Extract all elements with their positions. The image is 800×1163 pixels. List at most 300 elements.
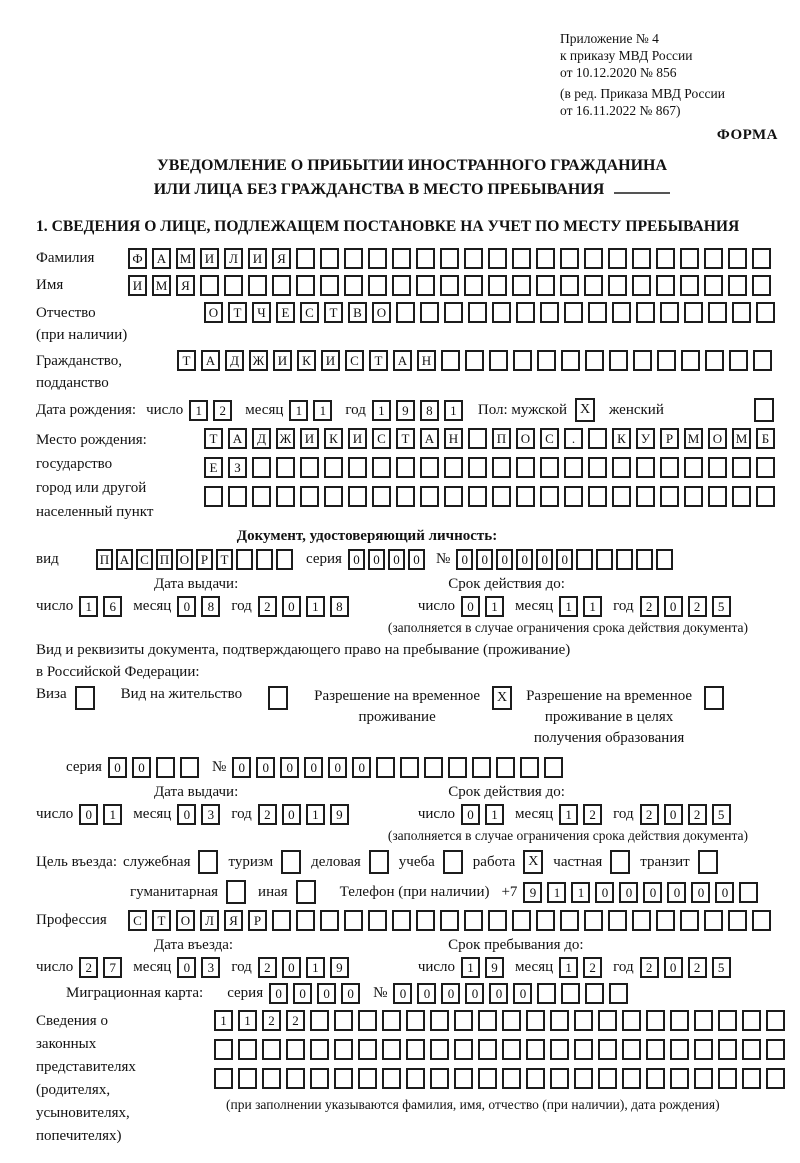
char-cell[interactable] <box>256 549 273 570</box>
char-cell[interactable]: 6 <box>103 596 122 617</box>
purpose-official-checkbox[interactable] <box>198 850 218 874</box>
char-cell[interactable] <box>492 302 511 323</box>
char-cell[interactable] <box>728 275 747 296</box>
char-cell[interactable] <box>488 275 507 296</box>
sex-male-checkbox[interactable]: X <box>575 398 595 422</box>
char-cell[interactable] <box>584 248 603 269</box>
char-cell[interactable] <box>492 486 511 507</box>
char-cell[interactable]: 0 <box>691 882 710 903</box>
char-cell[interactable]: 0 <box>282 596 301 617</box>
char-cell[interactable] <box>536 910 555 931</box>
char-cell[interactable]: 0 <box>664 596 683 617</box>
char-cell[interactable] <box>540 302 559 323</box>
char-cell[interactable]: 0 <box>177 804 196 825</box>
char-cell[interactable] <box>454 1010 473 1031</box>
char-cell[interactable] <box>300 457 319 478</box>
char-cell[interactable]: Д <box>252 428 271 449</box>
char-cell[interactable]: 2 <box>640 804 659 825</box>
char-cell[interactable]: 0 <box>476 549 493 570</box>
char-cell[interactable] <box>564 457 583 478</box>
char-cell[interactable] <box>622 1039 641 1060</box>
char-cell[interactable]: 1 <box>289 400 308 421</box>
char-cell[interactable] <box>636 457 655 478</box>
char-cell[interactable]: 8 <box>420 400 439 421</box>
char-cell[interactable] <box>704 275 723 296</box>
char-cell[interactable] <box>358 1039 377 1060</box>
char-cell[interactable] <box>368 275 387 296</box>
char-cell[interactable] <box>416 910 435 931</box>
char-cell[interactable] <box>636 549 653 570</box>
char-cell[interactable] <box>420 457 439 478</box>
char-cell[interactable] <box>574 1010 593 1031</box>
char-cell[interactable]: С <box>128 910 147 931</box>
char-cell[interactable]: И <box>348 428 367 449</box>
char-cell[interactable] <box>430 1039 449 1060</box>
char-cell[interactable] <box>406 1039 425 1060</box>
char-cell[interactable] <box>742 1068 761 1089</box>
char-cell[interactable]: 1 <box>485 804 504 825</box>
char-cell[interactable] <box>766 1068 785 1089</box>
char-cell[interactable] <box>200 275 219 296</box>
char-cell[interactable]: С <box>540 428 559 449</box>
char-cell[interactable] <box>296 910 315 931</box>
char-cell[interactable]: 0 <box>368 549 385 570</box>
char-cell[interactable] <box>680 910 699 931</box>
char-cell[interactable] <box>632 248 651 269</box>
char-cell[interactable]: 2 <box>688 804 707 825</box>
char-cell[interactable]: О <box>204 302 223 323</box>
char-cell[interactable]: 0 <box>393 983 412 1004</box>
char-cell[interactable] <box>516 486 535 507</box>
char-cell[interactable]: 0 <box>388 549 405 570</box>
char-cell[interactable]: Б <box>756 428 775 449</box>
char-cell[interactable]: П <box>492 428 511 449</box>
char-cell[interactable]: А <box>201 350 220 371</box>
char-cell[interactable] <box>420 486 439 507</box>
char-cell[interactable]: И <box>200 248 219 269</box>
char-cell[interactable] <box>694 1039 713 1060</box>
char-cell[interactable] <box>344 248 363 269</box>
char-cell[interactable] <box>694 1068 713 1089</box>
char-cell[interactable]: И <box>128 275 147 296</box>
char-cell[interactable]: 9 <box>330 957 349 978</box>
char-cell[interactable] <box>406 1010 425 1031</box>
char-cell[interactable] <box>406 1068 425 1089</box>
char-cell[interactable] <box>612 302 631 323</box>
char-cell[interactable]: М <box>176 248 195 269</box>
char-cell[interactable] <box>550 1068 569 1089</box>
char-cell[interactable] <box>252 457 271 478</box>
char-cell[interactable] <box>478 1068 497 1089</box>
char-cell[interactable] <box>756 486 775 507</box>
char-cell[interactable]: 9 <box>485 957 504 978</box>
char-cell[interactable] <box>320 275 339 296</box>
char-cell[interactable]: 0 <box>496 549 513 570</box>
purpose-work-checkbox[interactable]: X <box>523 850 543 874</box>
char-cell[interactable]: О <box>708 428 727 449</box>
char-cell[interactable]: 5 <box>712 957 731 978</box>
char-cell[interactable]: 0 <box>177 596 196 617</box>
char-cell[interactable]: 0 <box>667 882 686 903</box>
char-cell[interactable]: 0 <box>348 549 365 570</box>
char-cell[interactable]: 1 <box>372 400 391 421</box>
char-cell[interactable]: 2 <box>688 596 707 617</box>
char-cell[interactable] <box>536 275 555 296</box>
char-cell[interactable]: А <box>152 248 171 269</box>
char-cell[interactable] <box>468 428 487 449</box>
char-cell[interactable] <box>633 350 652 371</box>
char-cell[interactable]: Т <box>228 302 247 323</box>
char-cell[interactable]: А <box>228 428 247 449</box>
char-cell[interactable] <box>502 1068 521 1089</box>
char-cell[interactable]: Я <box>272 248 291 269</box>
char-cell[interactable]: . <box>564 428 583 449</box>
char-cell[interactable]: Л <box>224 248 243 269</box>
char-cell[interactable]: 0 <box>619 882 638 903</box>
char-cell[interactable] <box>276 457 295 478</box>
char-cell[interactable] <box>382 1039 401 1060</box>
char-cell[interactable] <box>344 910 363 931</box>
char-cell[interactable]: 1 <box>547 882 566 903</box>
char-cell[interactable]: В <box>348 302 367 323</box>
char-cell[interactable] <box>348 486 367 507</box>
char-cell[interactable] <box>444 486 463 507</box>
char-cell[interactable] <box>464 248 483 269</box>
char-cell[interactable]: 1 <box>313 400 332 421</box>
char-cell[interactable] <box>448 757 467 778</box>
char-cell[interactable]: 0 <box>341 983 360 1004</box>
char-cell[interactable] <box>584 910 603 931</box>
char-cell[interactable] <box>156 757 175 778</box>
char-cell[interactable] <box>286 1039 305 1060</box>
char-cell[interactable] <box>252 486 271 507</box>
char-cell[interactable] <box>358 1068 377 1089</box>
char-cell[interactable] <box>596 549 613 570</box>
char-cell[interactable]: 0 <box>489 983 508 1004</box>
char-cell[interactable] <box>440 910 459 931</box>
char-cell[interactable]: 0 <box>595 882 614 903</box>
char-cell[interactable] <box>526 1010 545 1031</box>
char-cell[interactable]: Я <box>176 275 195 296</box>
char-cell[interactable] <box>660 486 679 507</box>
char-cell[interactable] <box>488 248 507 269</box>
char-cell[interactable] <box>756 302 775 323</box>
char-cell[interactable]: Ж <box>249 350 268 371</box>
char-cell[interactable] <box>358 1010 377 1031</box>
char-cell[interactable] <box>684 486 703 507</box>
char-cell[interactable] <box>584 275 603 296</box>
char-cell[interactable]: Р <box>248 910 267 931</box>
char-cell[interactable] <box>204 486 223 507</box>
char-cell[interactable]: 2 <box>262 1010 281 1031</box>
char-cell[interactable]: 0 <box>461 596 480 617</box>
char-cell[interactable] <box>608 910 627 931</box>
char-cell[interactable] <box>224 275 243 296</box>
char-cell[interactable]: 0 <box>352 757 371 778</box>
char-cell[interactable] <box>636 302 655 323</box>
char-cell[interactable] <box>574 1068 593 1089</box>
char-cell[interactable] <box>646 1010 665 1031</box>
char-cell[interactable] <box>564 486 583 507</box>
char-cell[interactable] <box>753 350 772 371</box>
char-cell[interactable] <box>550 1039 569 1060</box>
char-cell[interactable] <box>704 248 723 269</box>
char-cell[interactable] <box>588 302 607 323</box>
char-cell[interactable]: Е <box>276 302 295 323</box>
char-cell[interactable] <box>430 1068 449 1089</box>
char-cell[interactable]: 9 <box>396 400 415 421</box>
char-cell[interactable]: А <box>420 428 439 449</box>
char-cell[interactable] <box>300 486 319 507</box>
char-cell[interactable]: М <box>732 428 751 449</box>
char-cell[interactable] <box>344 275 363 296</box>
char-cell[interactable] <box>576 549 593 570</box>
char-cell[interactable] <box>612 486 631 507</box>
char-cell[interactable]: П <box>156 549 173 570</box>
char-cell[interactable] <box>478 1010 497 1031</box>
char-cell[interactable]: 0 <box>108 757 127 778</box>
char-cell[interactable] <box>708 486 727 507</box>
char-cell[interactable]: С <box>345 350 364 371</box>
char-cell[interactable] <box>513 350 532 371</box>
char-cell[interactable] <box>632 275 651 296</box>
char-cell[interactable]: О <box>516 428 535 449</box>
char-cell[interactable] <box>728 910 747 931</box>
char-cell[interactable] <box>334 1010 353 1031</box>
char-cell[interactable]: О <box>176 910 195 931</box>
char-cell[interactable] <box>248 275 267 296</box>
char-cell[interactable] <box>681 350 700 371</box>
char-cell[interactable]: 9 <box>330 804 349 825</box>
char-cell[interactable] <box>286 1068 305 1089</box>
char-cell[interactable] <box>276 486 295 507</box>
char-cell[interactable] <box>752 248 771 269</box>
char-cell[interactable]: 0 <box>465 983 484 1004</box>
char-cell[interactable] <box>468 302 487 323</box>
char-cell[interactable] <box>670 1068 689 1089</box>
char-cell[interactable] <box>670 1010 689 1031</box>
char-cell[interactable] <box>180 757 199 778</box>
char-cell[interactable] <box>310 1039 329 1060</box>
char-cell[interactable]: 2 <box>583 957 602 978</box>
char-cell[interactable] <box>598 1010 617 1031</box>
char-cell[interactable]: 1 <box>306 804 325 825</box>
char-cell[interactable] <box>396 302 415 323</box>
char-cell[interactable]: 0 <box>556 549 573 570</box>
char-cell[interactable] <box>214 1039 233 1060</box>
char-cell[interactable]: 1 <box>103 804 122 825</box>
char-cell[interactable] <box>516 457 535 478</box>
char-cell[interactable] <box>416 275 435 296</box>
char-cell[interactable] <box>238 1068 257 1089</box>
char-cell[interactable]: 2 <box>640 957 659 978</box>
char-cell[interactable]: 1 <box>306 957 325 978</box>
char-cell[interactable]: Ф <box>128 248 147 269</box>
char-cell[interactable] <box>392 275 411 296</box>
char-cell[interactable] <box>430 1010 449 1031</box>
char-cell[interactable] <box>324 486 343 507</box>
char-cell[interactable] <box>416 248 435 269</box>
char-cell[interactable] <box>694 1010 713 1031</box>
char-cell[interactable] <box>496 757 515 778</box>
char-cell[interactable] <box>512 910 531 931</box>
char-cell[interactable] <box>756 457 775 478</box>
char-cell[interactable] <box>368 248 387 269</box>
char-cell[interactable] <box>372 457 391 478</box>
char-cell[interactable] <box>708 302 727 323</box>
char-cell[interactable] <box>670 1039 689 1060</box>
char-cell[interactable]: 7 <box>103 957 122 978</box>
char-cell[interactable] <box>684 302 703 323</box>
char-cell[interactable] <box>766 1010 785 1031</box>
char-cell[interactable] <box>540 457 559 478</box>
char-cell[interactable]: К <box>297 350 316 371</box>
char-cell[interactable]: 0 <box>461 804 480 825</box>
char-cell[interactable]: 8 <box>330 596 349 617</box>
char-cell[interactable] <box>492 457 511 478</box>
char-cell[interactable] <box>656 549 673 570</box>
char-cell[interactable] <box>680 248 699 269</box>
char-cell[interactable] <box>588 428 607 449</box>
char-cell[interactable] <box>320 910 339 931</box>
char-cell[interactable] <box>520 757 539 778</box>
char-cell[interactable]: М <box>684 428 703 449</box>
char-cell[interactable]: 0 <box>256 757 275 778</box>
char-cell[interactable] <box>334 1039 353 1060</box>
char-cell[interactable]: Т <box>396 428 415 449</box>
char-cell[interactable]: 0 <box>282 957 301 978</box>
char-cell[interactable] <box>732 302 751 323</box>
char-cell[interactable] <box>454 1039 473 1060</box>
char-cell[interactable]: 5 <box>712 804 731 825</box>
char-cell[interactable]: Т <box>204 428 223 449</box>
char-cell[interactable] <box>705 350 724 371</box>
char-cell[interactable]: Я <box>224 910 243 931</box>
char-cell[interactable]: Т <box>216 549 233 570</box>
char-cell[interactable] <box>718 1068 737 1089</box>
char-cell[interactable] <box>574 1039 593 1060</box>
char-cell[interactable]: И <box>273 350 292 371</box>
char-cell[interactable] <box>310 1068 329 1089</box>
char-cell[interactable] <box>608 248 627 269</box>
char-cell[interactable]: А <box>393 350 412 371</box>
char-cell[interactable] <box>464 275 483 296</box>
char-cell[interactable] <box>382 1068 401 1089</box>
char-cell[interactable]: 2 <box>688 957 707 978</box>
char-cell[interactable] <box>262 1068 281 1089</box>
char-cell[interactable] <box>512 275 531 296</box>
char-cell[interactable]: Т <box>177 350 196 371</box>
char-cell[interactable] <box>646 1039 665 1060</box>
char-cell[interactable]: 0 <box>643 882 662 903</box>
purpose-business-checkbox[interactable] <box>369 850 389 874</box>
char-cell[interactable] <box>440 248 459 269</box>
char-cell[interactable]: 2 <box>79 957 98 978</box>
char-cell[interactable]: 2 <box>213 400 232 421</box>
char-cell[interactable]: 1 <box>559 804 578 825</box>
char-cell[interactable] <box>348 457 367 478</box>
char-cell[interactable] <box>609 350 628 371</box>
char-cell[interactable]: У <box>636 428 655 449</box>
char-cell[interactable] <box>396 457 415 478</box>
char-cell[interactable]: Т <box>369 350 388 371</box>
char-cell[interactable] <box>228 486 247 507</box>
char-cell[interactable] <box>718 1010 737 1031</box>
char-cell[interactable] <box>238 1039 257 1060</box>
char-cell[interactable]: 0 <box>664 957 683 978</box>
char-cell[interactable] <box>752 910 771 931</box>
purpose-tourism-checkbox[interactable] <box>281 850 301 874</box>
char-cell[interactable] <box>656 275 675 296</box>
char-cell[interactable] <box>608 275 627 296</box>
char-cell[interactable] <box>704 910 723 931</box>
char-cell[interactable]: 1 <box>238 1010 257 1031</box>
char-cell[interactable] <box>550 1010 569 1031</box>
char-cell[interactable] <box>516 302 535 323</box>
char-cell[interactable] <box>478 1039 497 1060</box>
residence-permit-checkbox[interactable] <box>268 686 288 710</box>
char-cell[interactable] <box>392 248 411 269</box>
char-cell[interactable]: 0 <box>536 549 553 570</box>
char-cell[interactable]: 1 <box>571 882 590 903</box>
char-cell[interactable]: 0 <box>304 757 323 778</box>
char-cell[interactable] <box>382 1010 401 1031</box>
char-cell[interactable] <box>732 486 751 507</box>
char-cell[interactable]: И <box>321 350 340 371</box>
char-cell[interactable]: 5 <box>712 596 731 617</box>
char-cell[interactable]: К <box>324 428 343 449</box>
char-cell[interactable] <box>636 486 655 507</box>
char-cell[interactable] <box>560 910 579 931</box>
char-cell[interactable]: 2 <box>258 596 277 617</box>
char-cell[interactable]: О <box>372 302 391 323</box>
char-cell[interactable] <box>728 248 747 269</box>
char-cell[interactable] <box>622 1068 641 1089</box>
char-cell[interactable] <box>609 983 628 1004</box>
char-cell[interactable]: Д <box>225 350 244 371</box>
char-cell[interactable]: Т <box>324 302 343 323</box>
char-cell[interactable] <box>732 457 751 478</box>
char-cell[interactable] <box>310 1010 329 1031</box>
char-cell[interactable]: 0 <box>417 983 436 1004</box>
char-cell[interactable] <box>334 1068 353 1089</box>
char-cell[interactable] <box>739 882 758 903</box>
char-cell[interactable]: 1 <box>559 596 578 617</box>
char-cell[interactable]: 0 <box>232 757 251 778</box>
char-cell[interactable] <box>560 248 579 269</box>
char-cell[interactable] <box>598 1068 617 1089</box>
purpose-transit-checkbox[interactable] <box>698 850 718 874</box>
char-cell[interactable]: 1 <box>461 957 480 978</box>
char-cell[interactable]: 2 <box>583 804 602 825</box>
char-cell[interactable] <box>684 457 703 478</box>
char-cell[interactable] <box>502 1010 521 1031</box>
char-cell[interactable]: 0 <box>293 983 312 1004</box>
char-cell[interactable] <box>272 275 291 296</box>
char-cell[interactable]: 0 <box>269 983 288 1004</box>
purpose-private-checkbox[interactable] <box>610 850 630 874</box>
char-cell[interactable]: 2 <box>258 804 277 825</box>
char-cell[interactable] <box>465 350 484 371</box>
char-cell[interactable] <box>708 457 727 478</box>
char-cell[interactable] <box>612 457 631 478</box>
char-cell[interactable] <box>742 1010 761 1031</box>
char-cell[interactable] <box>440 275 459 296</box>
char-cell[interactable]: Р <box>196 549 213 570</box>
char-cell[interactable] <box>537 350 556 371</box>
char-cell[interactable]: Е <box>204 457 223 478</box>
char-cell[interactable] <box>729 350 748 371</box>
